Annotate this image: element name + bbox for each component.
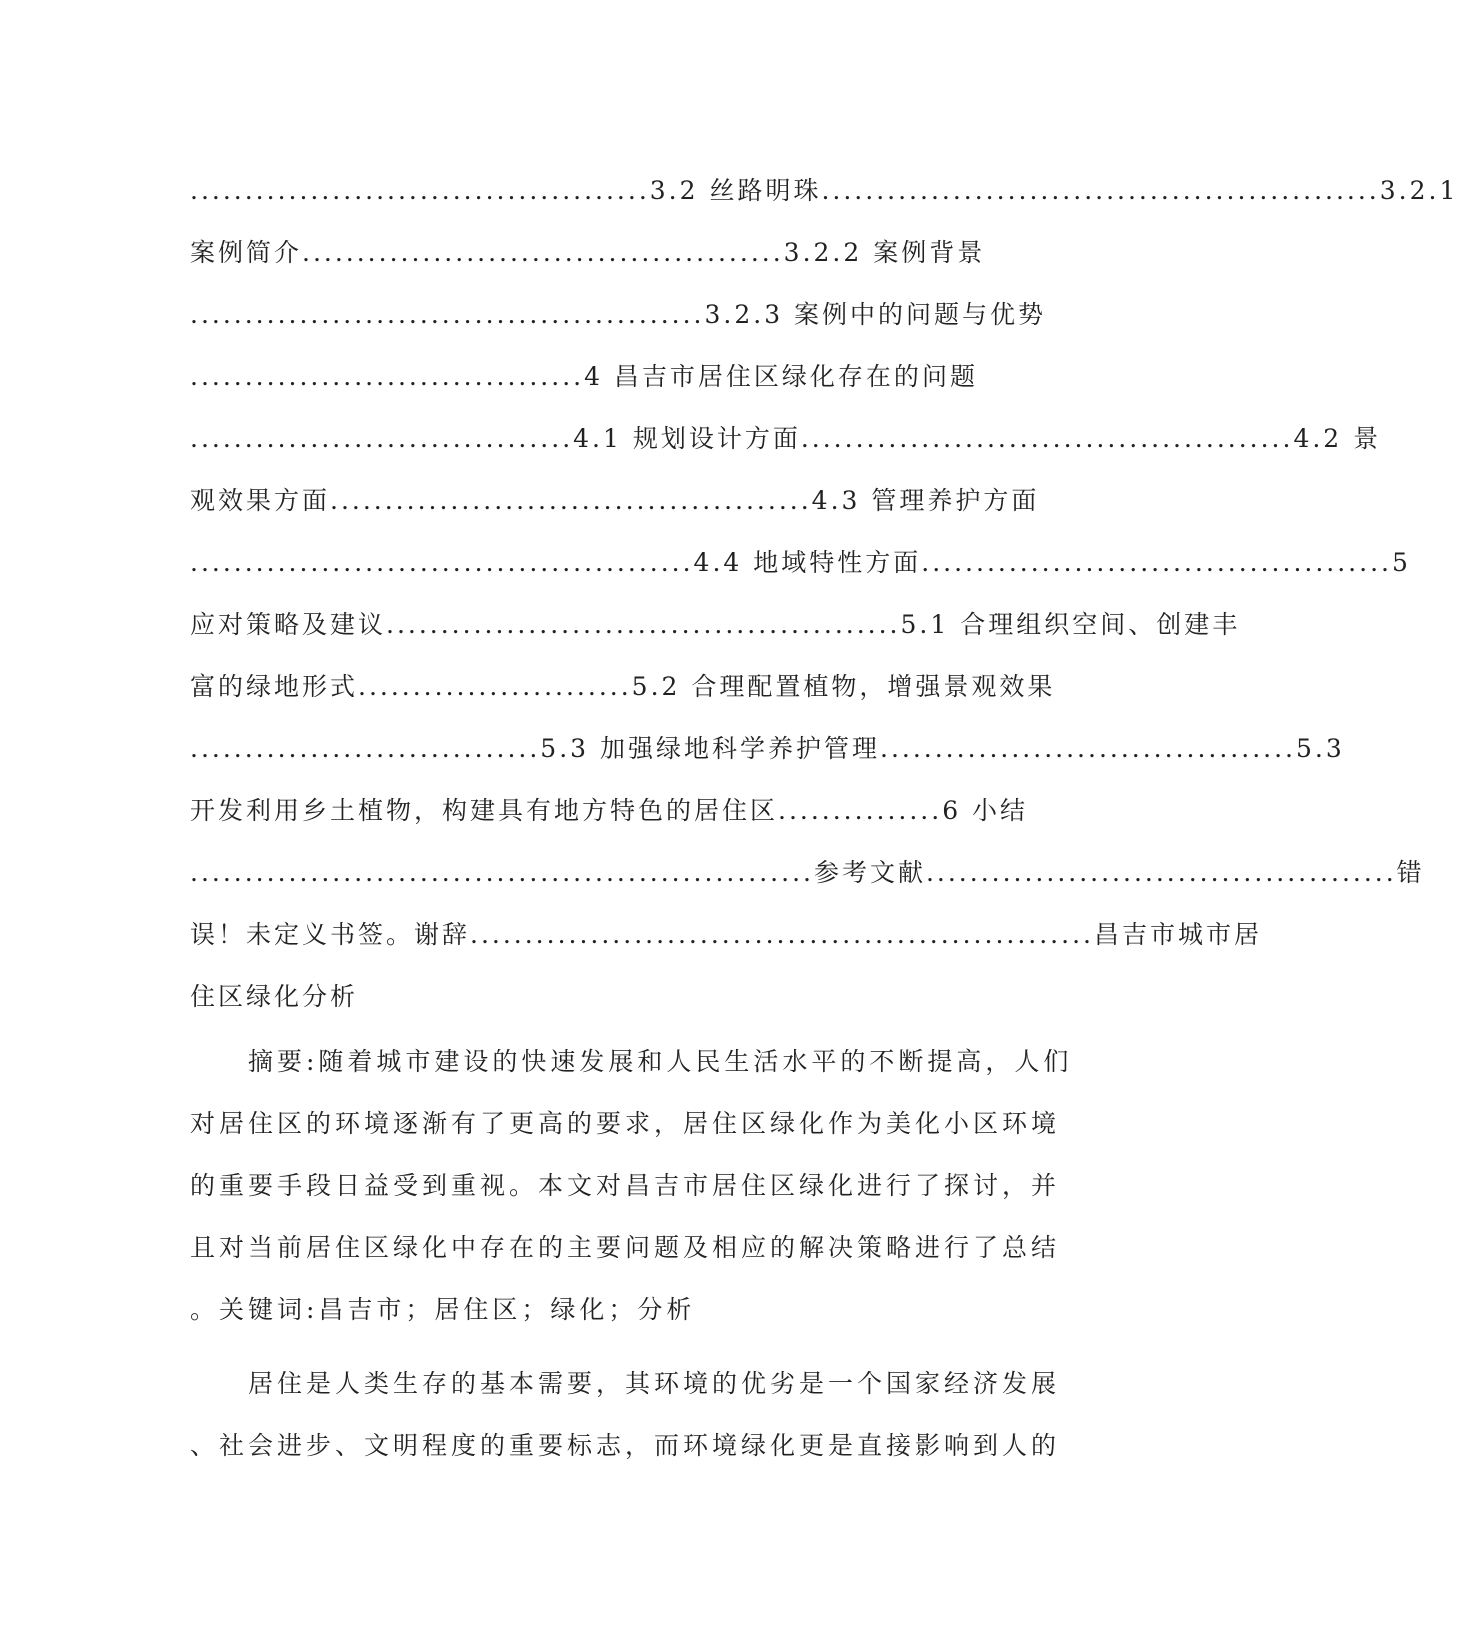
paragraph-line: 居住是人类生存的基本需要，其环境的优劣是一个国家经济发展	[190, 1369, 1061, 1398]
paragraph-line: 对居住区的环境逐渐有了更高的要求，居住区绿化作为美化小区环境	[190, 1109, 1061, 1138]
paragraph-spacer	[190, 1341, 1090, 1353]
toc-line: 误！未定义书签。谢辞.........................................................昌吉市城市居	[190, 920, 1262, 949]
paragraph-line: 摘要:随着城市建设的快速发展和人民生活水平的不断提高，人们	[190, 1047, 1073, 1076]
paragraph-line: 、社会进步、文明程度的重要标志，而环境绿化更是直接影响到人的	[190, 1431, 1061, 1460]
toc-line: 案例简介............................................3.2.2 案例背景	[190, 238, 986, 267]
paragraph-line: 。关键词:昌吉市；居住区；绿化；分析	[190, 1295, 696, 1324]
intro-paragraph	[190, 1353, 1090, 1477]
toc-line: .........................................................参考文献...........................................错	[190, 858, 1425, 887]
paragraph-line: 且对当前居住区绿化中存在的主要问题及相应的解决策略进行了总结	[190, 1233, 1061, 1262]
toc-line: ....................................4 昌吉市居住区绿化存在的问题	[190, 362, 978, 391]
toc-line: 应对策略及建议...............................................5.1 合理组织空间、创建丰	[190, 610, 1241, 639]
toc-line: ................................5.3 加强绿地科学养护管理......................................5.3	[190, 734, 1345, 763]
table-of-contents	[190, 160, 1458, 1028]
paragraph-line: 的重要手段日益受到重视。本文对昌吉市居住区绿化进行了探讨，并	[190, 1171, 1061, 1200]
toc-line: 富的绿地形式.........................5.2 合理配置植物，增强景观效果	[190, 672, 1056, 701]
toc-line: ...................................4.1 规划设计方面.............................................4.2 景	[190, 424, 1382, 453]
toc-line: 开发利用乡土植物，构建具有地方特色的居住区...............6 小结	[190, 796, 1029, 825]
toc-line: ..........................................3.2 丝路明珠...................................................3.2.1	[190, 176, 1458, 205]
abstract-paragraph	[190, 1031, 1090, 1341]
body-text	[190, 1031, 1090, 1477]
toc-line: ...............................................3.2.3 案例中的问题与优势	[190, 300, 1047, 329]
toc-line: 观效果方面............................................4.3 管理养护方面	[190, 486, 1040, 515]
toc-line: 住区绿化分析	[190, 982, 359, 1011]
toc-line: ..............................................4.4 地域特性方面...........................................5	[190, 548, 1411, 577]
